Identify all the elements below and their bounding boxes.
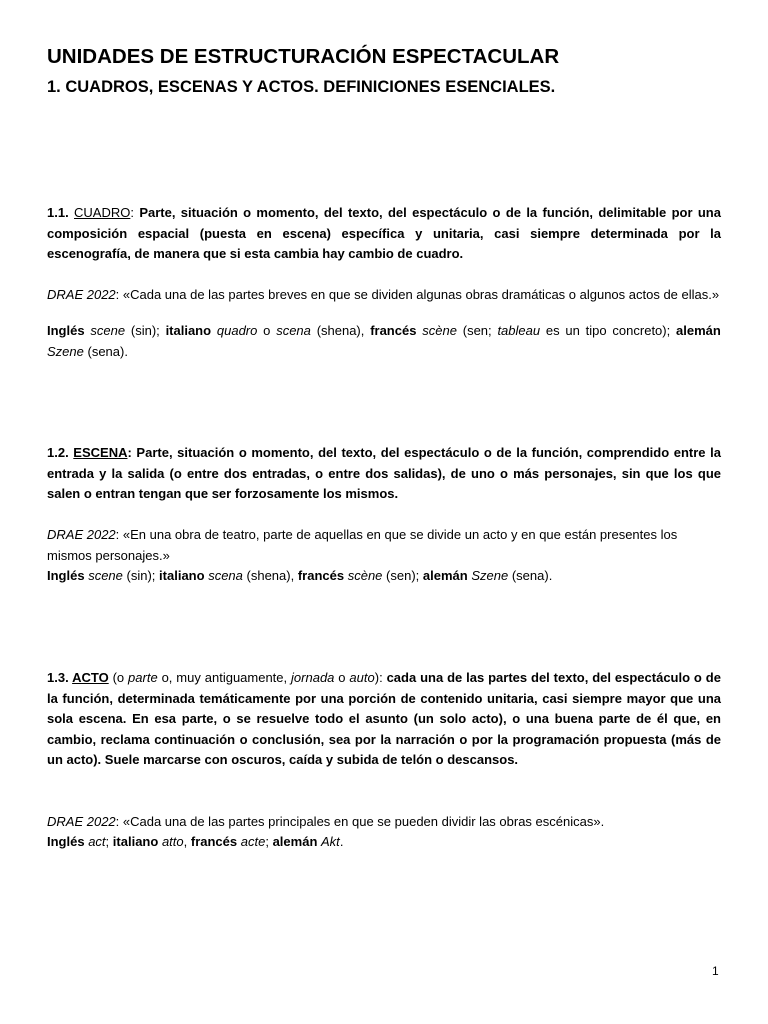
section-number: 1.1. xyxy=(47,205,69,220)
translation-word: act xyxy=(88,834,106,849)
translation-word: quadro xyxy=(216,323,258,338)
document-title: UNIDADES DE ESTRUCTURACIÓN ESPECTACULAR xyxy=(47,45,560,68)
pronunciation: (sin); xyxy=(126,568,156,583)
pronunciation: (sen); xyxy=(386,568,420,583)
translation-word: scène xyxy=(422,323,457,338)
drae-source: DRAE 2022 xyxy=(47,814,116,829)
punctuation: ; xyxy=(265,834,269,849)
lang-label: francés xyxy=(190,834,238,849)
pronunciation: (sena). xyxy=(511,568,553,583)
drae-escena: DRAE 2022: «En una obra de teatro, parte de aquellas en que se divide un acto y en que están presentes los mismos personajes.» xyxy=(47,527,678,563)
term-acto: ACTO xyxy=(72,670,109,685)
translation-word: scena xyxy=(276,323,311,338)
lang-label: Inglés xyxy=(47,568,85,583)
punctuation: ; xyxy=(105,834,110,849)
note: es un tipo concreto); xyxy=(545,323,671,338)
translation-word: acte xyxy=(240,834,266,849)
translation-word: scene xyxy=(90,323,126,338)
lang-label: alemán xyxy=(422,568,468,583)
lang-label: Inglés xyxy=(47,834,85,849)
alt-connector: o, muy antiguamente, xyxy=(161,670,288,685)
definition-text: Parte, situación o momento, del texto, del espectáculo o de la función, delimitable por una composición espacial (puesta en escena) específica y unitaria, casi siempre determinada por la escenografía, de manera que si esta cambia hay cambio de cuadro. xyxy=(47,205,721,261)
pronunciation: (sin); xyxy=(130,323,160,338)
translations-cuadro xyxy=(47,321,721,362)
alt-term: jornada xyxy=(291,670,335,685)
alt-open: (o xyxy=(112,670,125,685)
definition-cuadro: 1.1. CUADRO: Parte, situación o momento, del texto, del espectáculo o de la función, delimitable por una composición espacial (puesta en escena) específica y unitaria, casi siempre determinada por la escenografía, de manera que si esta cambia hay cambio de cuadro. xyxy=(47,205,721,261)
lang-label: italiano xyxy=(165,323,212,338)
punctuation: , xyxy=(183,834,188,849)
drae-acto: DRAE 2022: «Cada una de las partes principales en que se pueden dividir las obras escénicas». xyxy=(47,814,605,829)
alt-term: auto xyxy=(349,670,375,685)
alt-connector: o xyxy=(338,670,346,685)
drae-quote: «Cada una de las partes breves en que se dividen algunas obras dramáticas o algunos actos de ellas.» xyxy=(122,287,720,302)
definition-text: Parte, situación o momento, del texto, del espectáculo o de la función, comprendido entre la entrada y la salida (o entre dos entradas, o entre dos salidas), de uno o más personajes, sin que los que salen o entran tengan que ser forzosamente los mismos. xyxy=(47,445,721,501)
translation-word: scene xyxy=(88,568,123,583)
translations-escena xyxy=(47,566,721,587)
translations-acto xyxy=(47,832,721,853)
lang-label: alemán xyxy=(272,834,318,849)
lang-label: francés xyxy=(297,568,345,583)
lang-label: francés xyxy=(370,323,417,338)
translation-word: scène xyxy=(347,568,383,583)
alt-close: ): xyxy=(374,670,383,685)
pronunciation: (sen; xyxy=(462,323,492,338)
pronunciation: (sena). xyxy=(87,343,128,359)
translation-word: scena xyxy=(208,568,243,583)
lang-label: alemán xyxy=(676,323,721,338)
pronunciation: (shena), xyxy=(316,323,365,338)
page-number: 1 xyxy=(712,964,719,978)
translation-word: tableau xyxy=(497,323,541,338)
definition-escena: 1.2. ESCENA: Parte, situación o momento, del texto, del espectáculo o de la función, comprendido entre la entrada y la salida (o entre dos entradas, o entre dos salidas), de uno o más personajes, sin que los que salen o entran tengan que ser forzosamente los mismos. xyxy=(47,445,721,501)
term-escena: ESCENA xyxy=(73,445,128,460)
translation-word: atto xyxy=(161,834,184,849)
alt-term: parte xyxy=(128,670,158,685)
pronunciation: (shena), xyxy=(246,568,295,583)
punctuation: . xyxy=(339,834,344,849)
lang-label: Inglés xyxy=(47,323,85,338)
drae-quote: «Cada una de las partes principales en que se pueden dividir las obras escénicas». xyxy=(122,814,605,829)
definition-acto xyxy=(47,668,721,771)
drae-cuadro: DRAE 2022: «Cada una de las partes breves en que se dividen algunas obras dramáticas o algunos actos de ellas.» xyxy=(47,287,720,302)
section-number: 1.2. xyxy=(47,445,69,460)
drae-source: DRAE 2022 xyxy=(47,287,116,302)
term-cuadro: CUADRO xyxy=(74,205,131,220)
translation-word: Akt xyxy=(321,834,340,849)
section-number: 1.3. xyxy=(47,670,69,685)
translation-word: Szene xyxy=(47,343,84,359)
drae-quote: «En una obra de teatro, parte de aquellas en que se divide un acto y en que están presentes los mismos personajes.» xyxy=(47,527,678,563)
translation-word: Szene xyxy=(471,568,509,583)
document-subtitle: 1. CUADROS, ESCENAS Y ACTOS. DEFINICIONES ESENCIALES. xyxy=(47,78,556,96)
drae-source: DRAE 2022 xyxy=(47,527,116,542)
lang-label: italiano xyxy=(112,834,159,849)
lang-label: italiano xyxy=(159,568,205,583)
definition-text: cada una de las partes del texto, del espectáculo o de la función, determinada temáticamente por una porción de contenido unitaria, casi siempre mayor que una sola escena. En esa parte, o se resuelve todo el asunto (un solo acto), o una buena parte de él que, en cambio, reclama continuación o conclusión, sea por la narración o por la programación propuesta (más de un acto). Suele marcarse con oscuros, caída y subida de telón o descansos. xyxy=(47,670,721,767)
connector: o xyxy=(263,323,271,338)
